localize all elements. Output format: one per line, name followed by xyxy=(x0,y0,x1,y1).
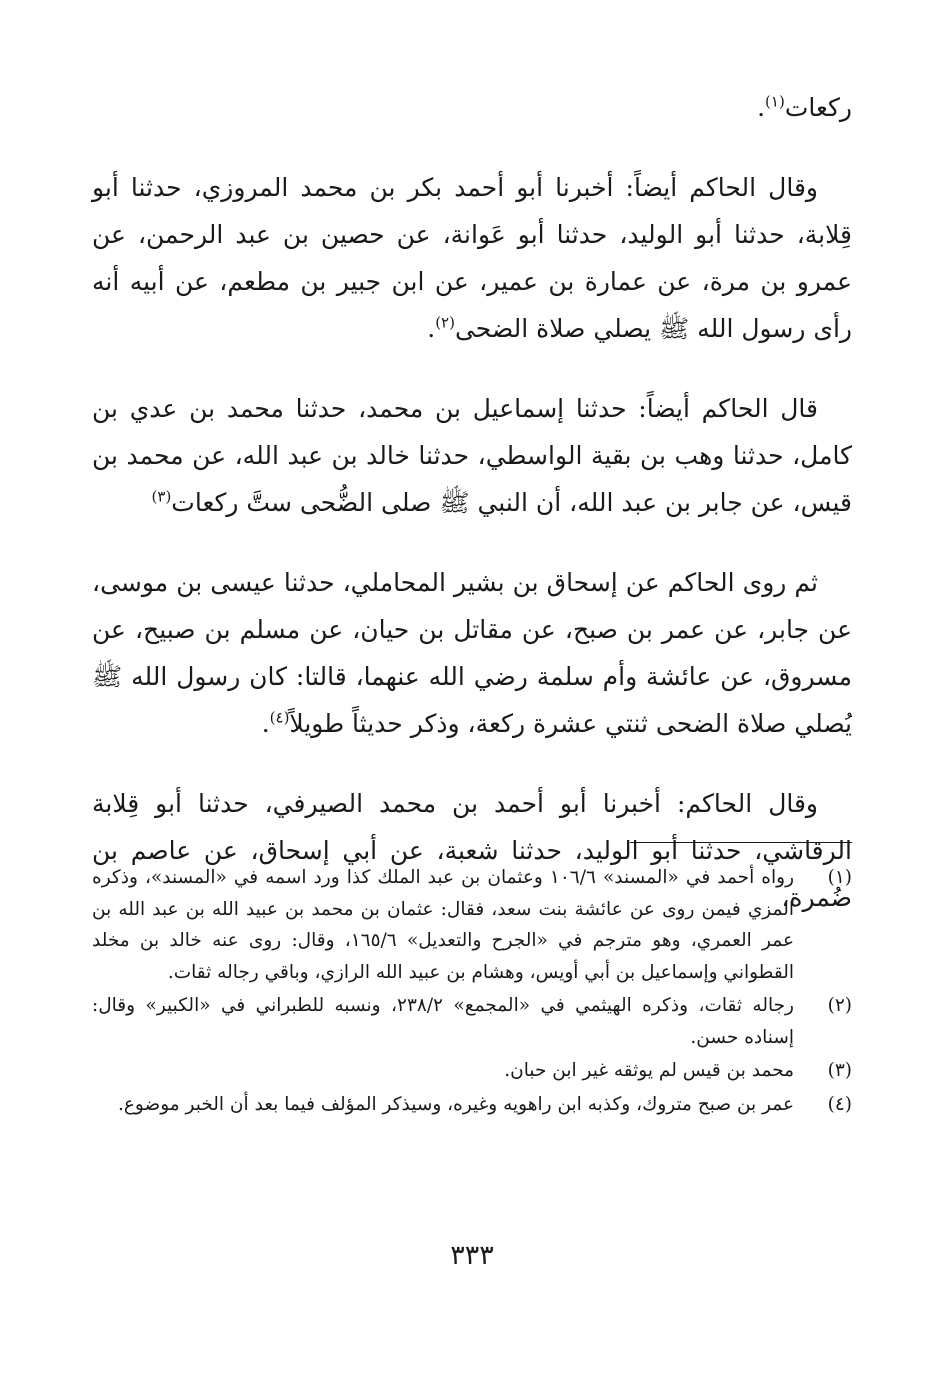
paragraph-3-text: ثم روى الحاكم عن إسحاق بن بشير المحاملي، حدثنا عيسى بن موسى، عن جابر، عن عمر بن صبح، عن مقاتل بن حيان، عن مسلم بن صبيح، عن مسروق، عن عائشة وأم سلمة رضي الله عنهما، قالتا: كان رسول الله ﷺ يُصلي صلاة الضحى ثنتي عشرة ركعة، وذكر حديثاً طويلاً xyxy=(92,568,852,738)
paragraph-1 xyxy=(92,164,852,352)
footnote-text: رجاله ثقات، وذكره الهيثمي في «المجمع» ٢٣٨/٢، ونسبه للطبراني في «الكبير» وقال: إسناده حسن. xyxy=(92,995,794,1048)
paragraph-3 xyxy=(92,559,852,747)
opening-fragment-end: . xyxy=(757,93,766,122)
footnote-divider xyxy=(630,842,852,843)
footnote-text: عمر بن صبح متروك، وكذبه ابن راهويه وغيره، وسيذكر المؤلف فيما بعد أن الخبر موضوع. xyxy=(118,1093,794,1115)
footnote xyxy=(92,990,852,1053)
opening-fragment xyxy=(92,84,852,131)
footnote xyxy=(92,1055,852,1087)
paragraph-3-end: . xyxy=(261,709,270,738)
footnote-ref-1: (١) xyxy=(765,92,785,111)
footnote-number: (٣) xyxy=(827,1060,852,1081)
paragraph-1-text: وقال الحاكم أيضاً: أخبرنا أبو أحمد بكر بن محمد المروزي، حدثنا أبو قِلابة، حدثنا أبو الوليد، حدثنا أبو عَوانة، عن حصين بن عبد الرحمن، عن عمرو بن مرة، عن عمارة بن عمير، عن ابن جبير بن مطعم، عن أبيه أنه رأى رسول الله ﷺ يصلي صلاة الضحى xyxy=(92,173,852,343)
footnote-ref-4: (٤) xyxy=(269,708,290,727)
opening-fragment-text: ركعات xyxy=(784,93,852,122)
footnote xyxy=(92,862,852,988)
paragraph-2 xyxy=(92,385,852,526)
page-number: ٣٣٣ xyxy=(450,1240,494,1271)
footnote-number: (٢) xyxy=(827,995,852,1016)
paragraph-4-text: وقال الحاكم: أخبرنا أبو أحمد بن محمد الصيرفي، حدثنا أبو قِلابة الرقاشي، حدثنا أبو الوليد، حدثنا شعبة، عن أبي إسحاق، عن عاصم بن ضُمرة، xyxy=(92,789,852,912)
footnotes xyxy=(92,862,852,1120)
paragraph-1-end: . xyxy=(427,314,436,343)
paragraph-2-text: قال الحاكم أيضاً: حدثنا إسماعيل بن محمد، حدثنا محمد بن عدي بن كامل، حدثنا وهب بن بقية الواسطي، حدثنا خالد بن عبد الله، عن محمد بن قيس، عن جابر بن عبد الله، أن النبي ﷺ صلى الضُّحى ستَّ ركعات xyxy=(92,394,852,517)
main-text xyxy=(92,84,852,921)
footnote xyxy=(92,1089,852,1121)
footnote-ref-2: (٢) xyxy=(435,313,455,332)
footnote-ref-3: (٣) xyxy=(151,487,172,506)
footnote-number: (٤) xyxy=(827,1093,852,1115)
footnote-text: رواه أحمد في «المسند» ١٠٦/٦ وعثمان بن عبد الملك كذا ورد اسمه في «المسند»، وذكره المزي فيمن روى عن عائشة بنت سعد، فقال: عثمان بن محمد بن عبيد الله بن عبد الله بن عمر العمري، وهو مترجم في «الجرح والتعديل» ١٦٥/٦، وقال: روى عنه خالد بن مخلد القطواني وإسماعيل بن أبي أويس، وهشام بن عبيد الله الرازي، وباقي رجاله ثقات. xyxy=(92,867,794,983)
footnote-number: (١) xyxy=(827,867,852,888)
footnote-text: محمد بن قيس لم يوثقه غير ابن حبان. xyxy=(504,1060,794,1081)
